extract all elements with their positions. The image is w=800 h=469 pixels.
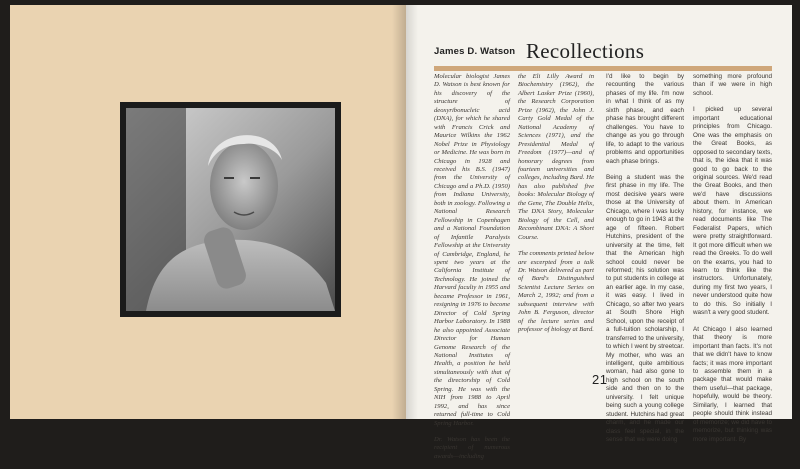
bio-paragraph: Molecular biologist James D. Watson is best known for his discovery of the structure of deoxyribonucleic acid (DNA), for which he shared with Francis Crick and Maurice Wilkins the 1962 Nobel Prize in Physiology or Medicine. He was born in Chicago in 1928 and received his B.S. (1947) from the University of Chicago and a Ph.D. (1950) from Indiana University, both in zoology. Following a National Research Fellowship in Copenhagen and a National Foundation of Infantile Paralysis Fellowship at the University of Cambridge, England, he spent two years at the California Institute of Technology. He joined the Harvard faculty in 1955 and became Professor in 1961, resigning in 1976 to become Director of Cold Spring Harbor Laboratory. In 1988 he also appointed Associate Director for Human Genome Research of the National Institutes of Health, a position he held simultaneously with that of the directorship of Cold Spring. He was with the NIH from 1988 to April 1992, and has since returned full-time to Cold Spring Harbor. bbox=[434, 73, 510, 427]
bio-paragraph-tail: Dr. Watson has been the recipient of numerous awards—including bbox=[434, 436, 510, 460]
bio-awards-paragraph: the Eli Lilly Award in Biochemistry (1962), the Albert Lasker Prize (1960), the Research Corporation Prize (1962), the John J. Carty Gold Medal of the National Academy of Sciences (1971), and the Presidential Medal of Freedom (1977)—and of honorary degrees from fourteen universities and colleges, including Bard. He has also published five books: Molecular Biology of the Gene, The Double Helix, The DNA Story, Molecular Biology of the Cell, and Recombinant DNA: A Short Course. bbox=[518, 73, 594, 241]
article-title: Recollections bbox=[526, 39, 645, 63]
magazine-spread bbox=[10, 5, 792, 460]
page-number: 21 bbox=[592, 372, 608, 387]
title-rule bbox=[434, 66, 772, 71]
right-page bbox=[406, 5, 792, 460]
body-column-4 bbox=[693, 73, 772, 452]
body-paragraph: Being a student was the first phase in my life. The most decisive years were those at the University of Chicago, where I was lucky enough to go in 1943 at the age of fifteen. Robert Hutchins, president of the university at the time, felt that the American high school could never be reformed; his solution was to put students in college at an earlier age. In my case, it was easy. I lived in Chicago, so after two years at South Shore High School, upon the receipt of a full-tuition scholarship, I transferred to the university, to which I went by streetcar. My mother, who was an intelligent, quite ambitious woman, had also gone to high school on the south side and then on to the university. I felt unique being such a young college student. Hutchins had great charm, and he made our class feel special, in the sense that we were doing bbox=[606, 173, 684, 444]
body-paragraph: something more profound than if we were in high school. bbox=[693, 73, 772, 97]
portrait-photo bbox=[126, 108, 335, 311]
body-column-3 bbox=[606, 73, 684, 452]
portrait-photo-frame bbox=[120, 102, 341, 317]
left-page bbox=[10, 5, 406, 419]
bio-column-2 bbox=[518, 73, 594, 343]
body-paragraph: I picked up several important educational principles from Chicago. One was the emphasis on the Great Books, as opposed to secondary texts, that is, the idea that it was good to go back to the original sources. We'd read the Great Books, and then we'd have discussions about them. In American history, for instance, we read documents like The Federalist Papers, which were pretty straightforward. It got more difficult when we read the Greeks. To do well on the exams, you had to learn to think like the instructors. Unfortunately, during my first two years, I never understood quite how to do this. So initially I wasn't a very good student. bbox=[693, 106, 772, 317]
editor-note-paragraph: The comments printed below are excerpted from a talk Dr. Watson delivered as part of Bard's Distinguished Scientist Lecture Series on March 2, 1992; and from a subsequent interview with John B. Ferguson, director of the lecture series and professor of biology at Bard. bbox=[518, 250, 595, 334]
author-name: James D. Watson bbox=[434, 46, 516, 57]
body-paragraph: At Chicago I also learned that theory is more important than facts. It's not that we didn't have to know facts; it was more important to assemble them in a package that would make them useful—that package, hopefully, would be theory. Similarly, I learned that people should think instead of memorize; we did have to memorize, but thinking was more important. By bbox=[693, 325, 772, 443]
body-paragraph: I'd like to begin by recounting the various phases of my life. I'm now in what I think of as my sixth phase, and each phase has brought different challenges. You have to change as you go through life, to adapt to the various problems and opportunities each phase brings. bbox=[606, 73, 684, 165]
bio-column-1 bbox=[434, 73, 510, 469]
